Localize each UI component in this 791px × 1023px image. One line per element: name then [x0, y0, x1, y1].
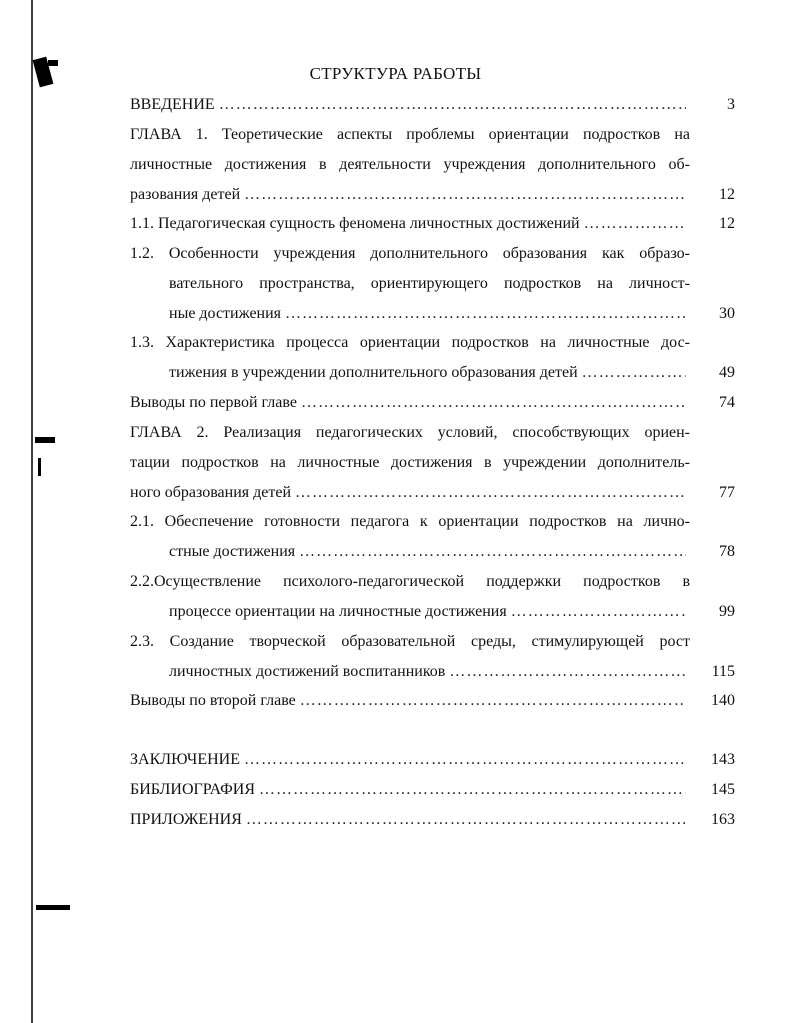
toc-line — [169, 657, 690, 687]
page-number: 163 — [711, 811, 735, 828]
toc-line — [130, 805, 690, 835]
toc-line-text: личностных достижений воспитанников — [169, 663, 446, 680]
toc-line: ГЛАВА 1. Теоретические аспекты проблемы ориентации подростков на — [130, 126, 690, 143]
toc-line-text: стные достижения — [169, 543, 296, 560]
toc-line — [130, 478, 690, 508]
page-number: 49 — [719, 364, 735, 381]
page-number: 12 — [719, 186, 735, 203]
toc-line-text: Выводы по второй главе — [130, 692, 296, 709]
toc-line: 1.2. Особенности учреждения дополнительного образования как образо- — [130, 245, 690, 262]
toc-line: тации подростков на личностные достижения в учреждении дополнитель- — [130, 454, 690, 471]
toc-line — [130, 745, 690, 775]
toc-line: вательного пространства, ориентирующего подростков на личност- — [169, 275, 690, 292]
dot-leader — [584, 209, 686, 239]
dot-leader — [246, 805, 686, 835]
dot-leader — [259, 775, 686, 805]
page-number: 115 — [711, 663, 735, 680]
page-number: 74 — [719, 394, 735, 411]
page-number: 77 — [719, 484, 735, 501]
toc-line-text: 1.1. Педагогическая сущность феномена личностных достижений — [130, 215, 580, 232]
toc-line: 2.3. Создание творческой образовательной среды, стимулирующей рост — [130, 633, 690, 650]
dot-leader — [299, 537, 686, 567]
page-number: 3 — [727, 96, 735, 113]
page-number: 99 — [719, 603, 735, 620]
toc-line: 2.1. Обеспечение готовности педагога к ориентации подростков на лично- — [130, 513, 690, 530]
toc-line-text: ПРИЛОЖЕНИЯ — [130, 811, 242, 828]
toc-line-text: ВВЕДЕНИЕ — [130, 96, 215, 113]
scan-artifact — [36, 905, 70, 910]
toc-line — [130, 686, 690, 716]
toc-line-text: ного образования детей — [130, 484, 292, 501]
toc-line — [130, 90, 690, 120]
toc-entry — [130, 507, 735, 567]
toc-entry — [130, 328, 735, 388]
page-number: 145 — [711, 781, 735, 798]
toc-line — [169, 299, 690, 329]
scan-artifact — [35, 437, 55, 443]
toc-line-text: тижения в учреждении дополнительного образования детей — [169, 364, 578, 381]
toc-line: 2.2.Осуществление психолого-педагогической поддержки подростков в — [130, 573, 690, 590]
page-number: 140 — [711, 692, 735, 709]
scan-artifact — [38, 458, 41, 476]
dot-leader — [511, 597, 686, 627]
toc-entry — [130, 686, 735, 716]
dot-leader — [244, 745, 686, 775]
toc-line: личностные достижения в деятельности учреждения дополнительного об- — [130, 156, 690, 173]
toc-entry — [130, 567, 735, 627]
dot-leader — [295, 478, 686, 508]
dot-leader — [244, 180, 686, 210]
toc-entry — [130, 627, 735, 687]
toc-line: ГЛАВА 2. Реализация педагогических условий, способствующих ориен- — [130, 424, 690, 441]
page-number: 12 — [719, 215, 735, 232]
scan-margin-line — [31, 0, 33, 1023]
toc-line-text: разования детей — [130, 186, 241, 203]
page-number: 143 — [711, 751, 735, 768]
toc-entry — [130, 388, 735, 418]
toc-line — [130, 388, 690, 418]
toc-line — [130, 209, 690, 239]
page-title: СТРУКТУРА РАБОТЫ — [309, 64, 482, 83]
dot-leader — [449, 657, 686, 687]
toc-line — [169, 597, 690, 627]
toc-entry — [130, 745, 735, 775]
toc-entry — [130, 775, 735, 805]
toc-line-text: ные достижения — [169, 305, 282, 322]
dot-leader — [300, 686, 686, 716]
toc-entry — [130, 418, 735, 508]
toc-line: 1.3. Характеристика процесса ориентации подростков на личностные дос- — [130, 334, 690, 351]
toc-line-text: Выводы по первой главе — [130, 394, 297, 411]
dot-leader — [219, 90, 686, 120]
toc-entry — [130, 209, 735, 239]
dot-leader — [285, 299, 686, 329]
toc-line — [130, 775, 690, 805]
page-number: 30 — [719, 305, 735, 322]
toc-entry — [130, 90, 735, 120]
toc-entry — [130, 239, 735, 329]
toc-line-text: ЗАКЛЮЧЕНИЕ — [130, 751, 240, 768]
toc-line-text: БИБЛИОГРАФИЯ — [130, 781, 256, 798]
toc-line — [169, 537, 690, 567]
page-number: 78 — [719, 543, 735, 560]
toc-entry — [130, 120, 735, 210]
toc-entry — [130, 805, 735, 835]
dot-leader — [582, 358, 686, 388]
dot-leader — [301, 388, 686, 418]
toc-line — [169, 358, 690, 388]
toc-line-text: процессе ориентации на личностные достижения — [169, 603, 507, 620]
toc-line — [130, 180, 690, 210]
